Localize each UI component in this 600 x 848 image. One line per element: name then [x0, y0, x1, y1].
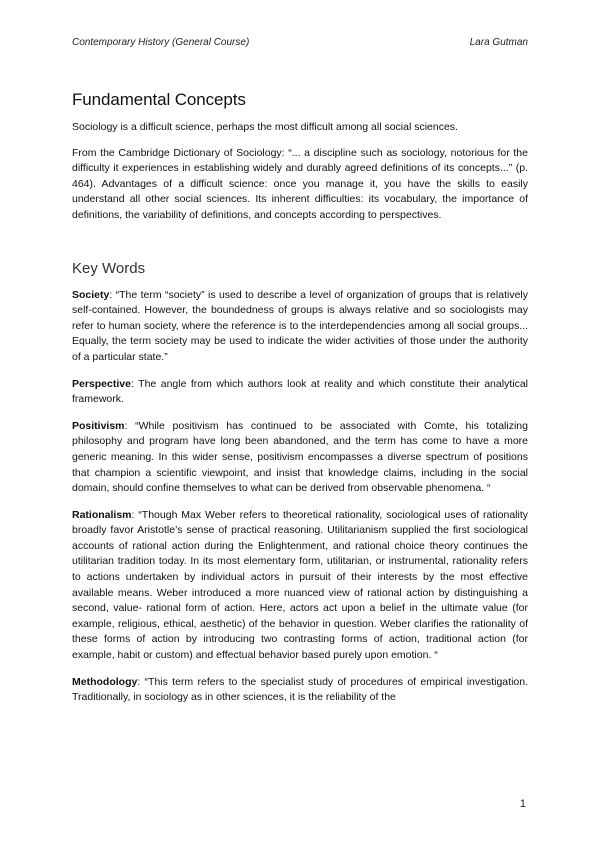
intro-paragraph: Sociology is a difficult science, perhaps the most difficult among all social sciences.	[72, 121, 458, 133]
page-number: 1	[519, 798, 526, 810]
definition-text: : “The term “society” is used to describe a level of organization of groups that is relatively self-contained. However, the boundedness of groups is always relative and so sociologists may refer to human society, where the reference is to the interdependencies among all social groups... Equally, the term society may be used to indicate the wider activities of those under the authority of a particular state.”	[72, 288, 528, 363]
definition-text: : The angle from which authors look at reality and which constitute their analytical framework.	[72, 377, 528, 406]
header-course-title: Contemporary History (General Course)	[72, 37, 250, 48]
definition-methodology	[72, 675, 528, 706]
definition-society	[72, 288, 528, 366]
section-title-key-words: Key Words	[72, 259, 146, 277]
section-title-fundamental-concepts: Fundamental Concepts	[72, 90, 246, 109]
definition-positivism	[72, 419, 528, 497]
page-header	[72, 37, 528, 51]
header-author-name: Lara Gutman	[469, 37, 528, 48]
definition-perspective	[72, 377, 528, 408]
dictionary-quote-paragraph: From the Cambridge Dictionary of Sociology: “... a discipline such as sociology, notorious for the difficulty it experiences in establishing widely and durably agreed definitions of its concepts...” (p. 464). Advantages of a difficult science: once you manage it, you have the skills to easily understand all other social sciences. Its inherent difficulties: its vocabulary, the importance of definitions, the variability of definitions, and concepts according to perspectives.	[72, 146, 528, 221]
document-body	[72, 90, 528, 717]
definition-text: : “Though Max Weber refers to theoretical rationality, sociological uses of rationality broadly favor Aristotle’s sense of practical reasoning. Utilitarianism supplied the first sociological accounts of rational action during the Enlightenment, and rational choice theory continues the utilitarian tradition today. In its most elementary form, utilitarian, or instrumental, rationality refers to actions undertaken by individual actors in pursuit of their interests by the most effective available means. Weber introduced a more nuanced view of rational action by distinguishing a second, value- rational form of action. Here, actors act upon a belief in the ultimate value (for example, religious, ethical, aesthetic) of the behavior in question. Weber clarifies the rationality of these forms of action by introducing two contrasting forms of action, traditional action (for example, habit or custom) and effectual behavior based purely upon emotion. “	[72, 508, 528, 662]
term-positivism: Positivism	[72, 419, 125, 432]
term-perspective: Perspective	[72, 377, 131, 390]
term-rationalism: Rationalism	[72, 508, 132, 521]
term-society: Society	[72, 288, 110, 301]
definition-rationalism	[72, 508, 528, 664]
term-methodology: Methodology	[72, 675, 138, 688]
definition-text: : “This term refers to the specialist study of procedures of empirical investigation. Traditionally, in sociology as in other sciences, it is the reliability of the	[72, 675, 528, 704]
definition-text: : “While positivism has continued to be associated with Comte, his totalizing philosophy and program have long been abandoned, and the term has come to have a more generic meaning. In this wider sense, positivism encompasses a diverse spectrum of positions that champion a scientific viewpoint, and insist that knowledge claims, including in the social domain, should confine themselves to what can be derived from observable phenomena. “	[72, 419, 528, 495]
